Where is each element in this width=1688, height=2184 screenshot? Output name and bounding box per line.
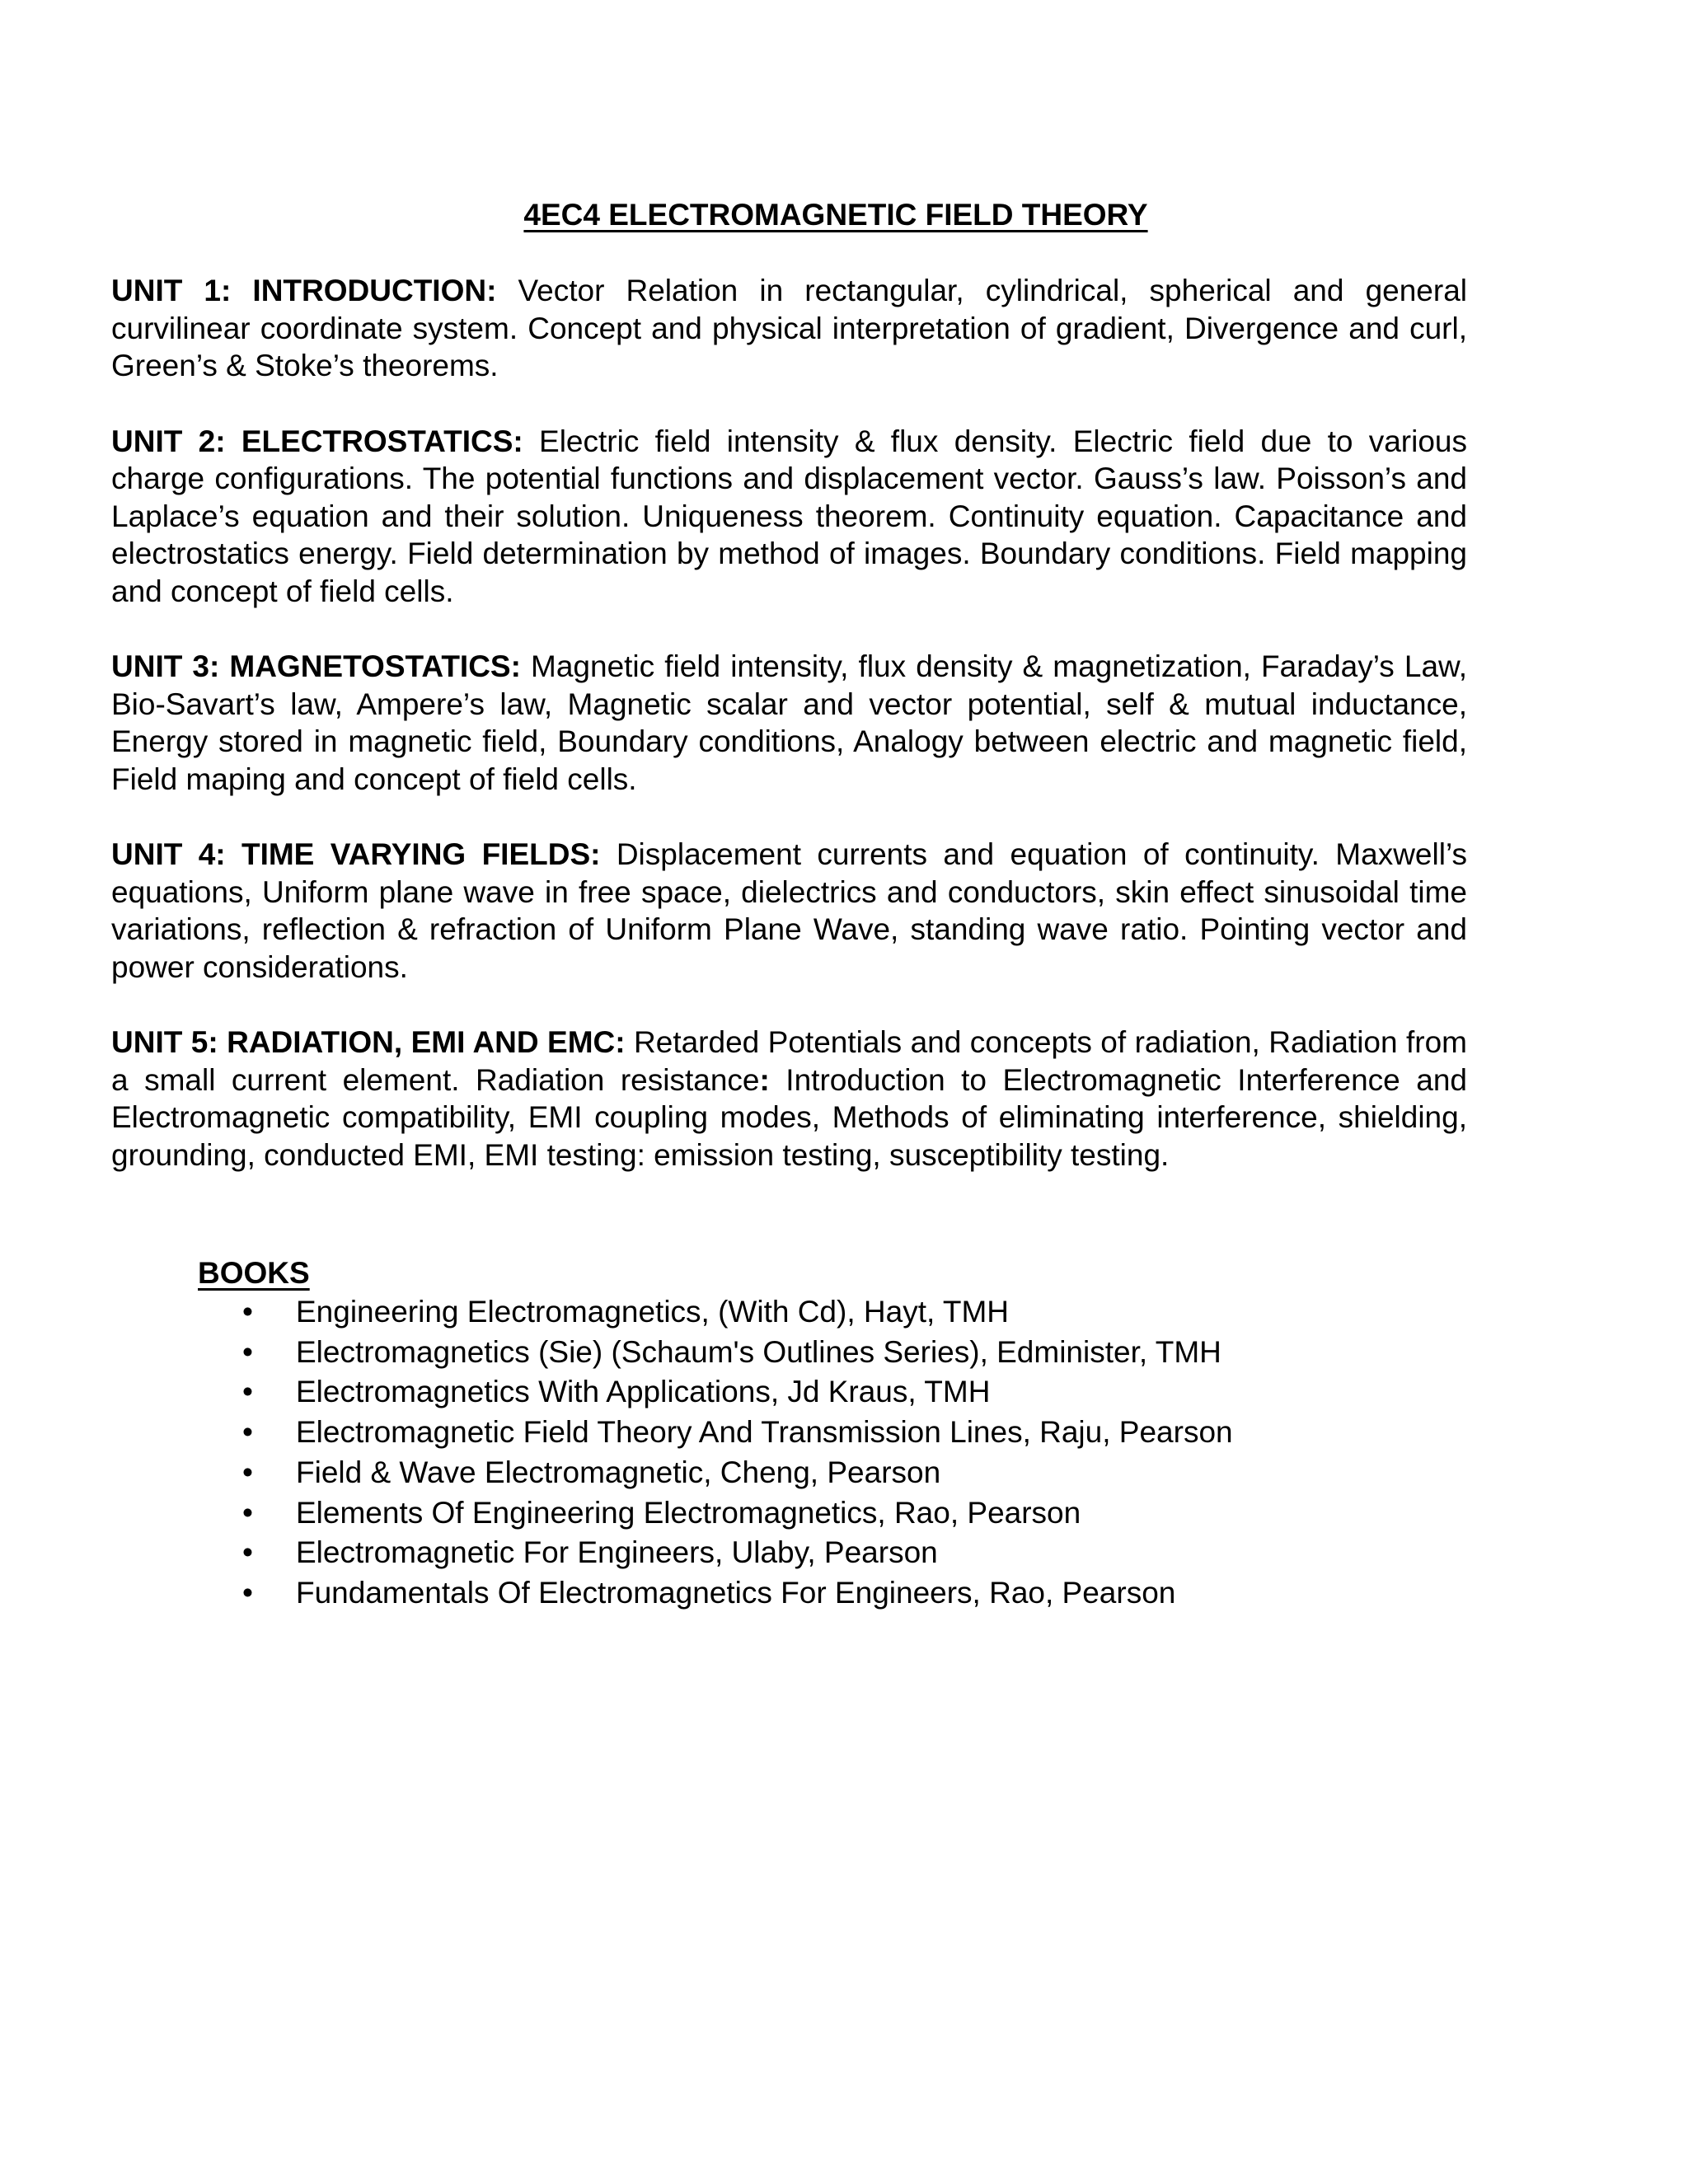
unit-4-heading: UNIT 4: TIME VARYING FIELDS: xyxy=(111,837,601,871)
book-item xyxy=(197,1493,1434,1534)
books-heading: BOOKS xyxy=(198,1256,310,1290)
bullet-icon: • xyxy=(242,1495,253,1530)
book-item xyxy=(197,1573,1434,1614)
bullet-icon: • xyxy=(242,1575,253,1610)
book-title: Electromagnetics (Sie) (Schaum's Outlines Series), Edminister, TMH xyxy=(296,1334,1221,1369)
book-item xyxy=(197,1413,1434,1453)
book-title: Field & Wave Electromagnetic, Cheng, Pearson xyxy=(296,1455,941,1489)
book-item xyxy=(197,1333,1434,1373)
unit-3-paragraph xyxy=(111,648,1467,798)
unit-3-heading: UNIT 3: MAGNETOSTATICS: xyxy=(111,649,521,683)
book-title: Elements Of Engineering Electromagnetics, Rao, Pearson xyxy=(296,1495,1081,1530)
bullet-icon: • xyxy=(242,1334,253,1369)
unit-1-text: Vector Relation in rectangular, cylindrical, spherical and general curvilinear coordinate system. Concept and physical interpretation of gradient, Divergence and curl, Green’s & Stoke’s theorems. xyxy=(111,274,1467,382)
unit-5-text-before: Retarded Potentials and concepts of radiation, Radiation from a small current element. Radiation resistance xyxy=(111,1025,1467,1097)
book-item xyxy=(197,1453,1434,1493)
unit-4-paragraph xyxy=(111,836,1467,986)
bullet-icon: • xyxy=(242,1375,253,1409)
books-section xyxy=(198,1254,1434,1614)
unit-5-text-after: Introduction to Electromagnetic Interference and Electromagnetic compatibility, EMI coupling modes, Methods of eliminating interference, shielding, grounding, conducted EMI, EMI testing: emission testing, susceptibility testing. xyxy=(111,1062,1467,1172)
unit-2-paragraph xyxy=(111,423,1467,611)
unit-1-heading: UNIT 1: INTRODUCTION: xyxy=(111,274,497,307)
unit-5-heading: UNIT 5: RADIATION, EMI AND EMC: xyxy=(111,1025,626,1059)
unit-3-text: Magnetic field intensity, flux density & magnetization, Faraday’s Law, Bio-Savart’s law, Ampere’s law, Magnetic scalar and vector potential, self & mutual inductance, Energy stored in magnetic field, Boundary conditions, Analogy between electric and magnetic field, Field maping and concept of field cells. xyxy=(111,649,1467,796)
book-title: Fundamentals Of Electromagnetics For Engineers, Rao, Pearson xyxy=(296,1575,1176,1610)
page-title: 4EC4 ELECTROMAGNETIC FIELD THEORY xyxy=(523,198,1148,232)
unit-2-text: Electric field intensity & flux density. Electric field due to various charge configurations. The potential functions and displacement vector. Gauss’s law. Poisson’s and Laplace’s equation and their solution. Uniqueness theorem. Continuity equation. Capacitance and electrostatics energy. Field determination by method of images. Boundary conditions. Field mapping and concept of field cells. xyxy=(111,424,1468,608)
book-item xyxy=(197,1372,1434,1413)
unit-1-paragraph xyxy=(111,272,1467,385)
book-title: Engineering Electromagnetics, (With Cd), Hayt, TMH xyxy=(296,1295,1010,1329)
book-title: Electromagnetic Field Theory And Transmission Lines, Raju, Pearson xyxy=(296,1415,1233,1450)
book-item xyxy=(197,1292,1434,1333)
unit-5-colon: : xyxy=(759,1062,770,1097)
unit-5-paragraph xyxy=(111,1024,1467,1174)
units-section xyxy=(111,272,1467,1212)
bullet-icon: • xyxy=(242,1295,253,1329)
book-list xyxy=(198,1292,1434,1614)
bullet-icon: • xyxy=(242,1415,253,1450)
book-item xyxy=(197,1533,1434,1573)
book-title: Electromagnetics With Applications, Jd Kraus, TMH xyxy=(296,1375,991,1409)
unit-4-text: Displacement currents and equation of continuity. Maxwell’s equations, Uniform plane wave in free space, dielectrics and conductors, skin effect sinusoidal time variations, reflection & refraction of Uniform Plane Wave, standing wave ratio. Pointing vector and power considerations. xyxy=(111,837,1467,984)
bullet-icon: • xyxy=(242,1455,253,1489)
unit-2-heading: UNIT 2: ELECTROSTATICS: xyxy=(111,424,523,458)
book-title: Electromagnetic For Engineers, Ulaby, Pearson xyxy=(296,1535,938,1570)
bullet-icon: • xyxy=(242,1535,253,1570)
